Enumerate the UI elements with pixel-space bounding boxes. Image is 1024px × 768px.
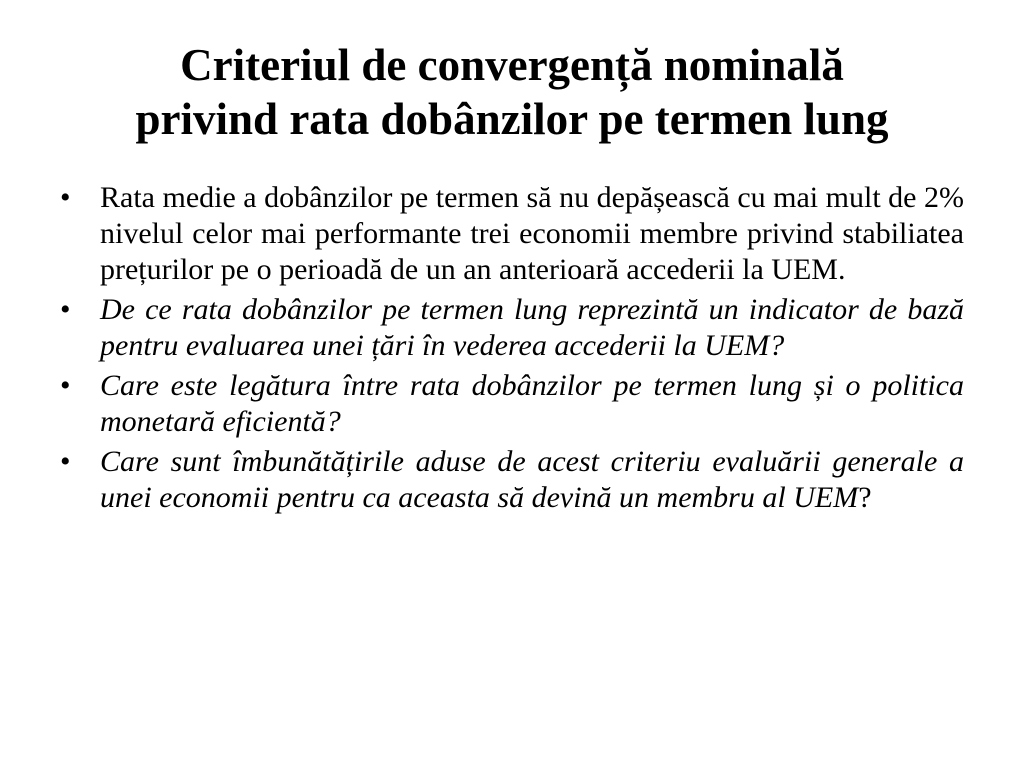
bullet-marker: • xyxy=(60,369,71,402)
bullet-text-4: Care sunt îmbunătățirile aduse de acest criteriu evaluării generale a unei economii pentru ca aceasta să devină un membru al UEM xyxy=(100,445,964,514)
slide-title-line-2: privind rata dobânzilor pe termen lung xyxy=(135,94,889,144)
bullet-text-4-wrapper xyxy=(100,445,964,514)
bullet-text-4-question-mark: ? xyxy=(858,481,872,514)
bullet-item-3 xyxy=(60,368,964,440)
bullet-text-2: De ce rata dobânzilor pe termen lung reprezintă un indicator de bază pentru evaluarea unei țări în vederea accederii la UEM? xyxy=(100,293,964,362)
bullet-marker: • xyxy=(60,181,71,214)
bullet-list xyxy=(60,180,964,520)
bullet-marker: • xyxy=(60,293,71,326)
bullet-marker: • xyxy=(60,445,71,478)
bullet-text-3: Care este legătura între rata dobânzilor pe termen lung și o politica monetară eficientă? xyxy=(100,369,964,438)
slide-title-line-1: Criteriul de convergență nominală xyxy=(180,40,844,90)
bullet-item-4 xyxy=(60,444,964,516)
bullet-item-1 xyxy=(60,180,964,288)
bullet-item-2 xyxy=(60,292,964,364)
slide-title xyxy=(40,38,984,146)
bullet-text-1: Rata medie a dobânzilor pe termen să nu depășească cu mai mult de 2% nivelul celor mai performante trei economii membre privind stabiliatea prețurilor pe o perioadă de un an anterioară accederii la UEM. xyxy=(100,181,964,286)
